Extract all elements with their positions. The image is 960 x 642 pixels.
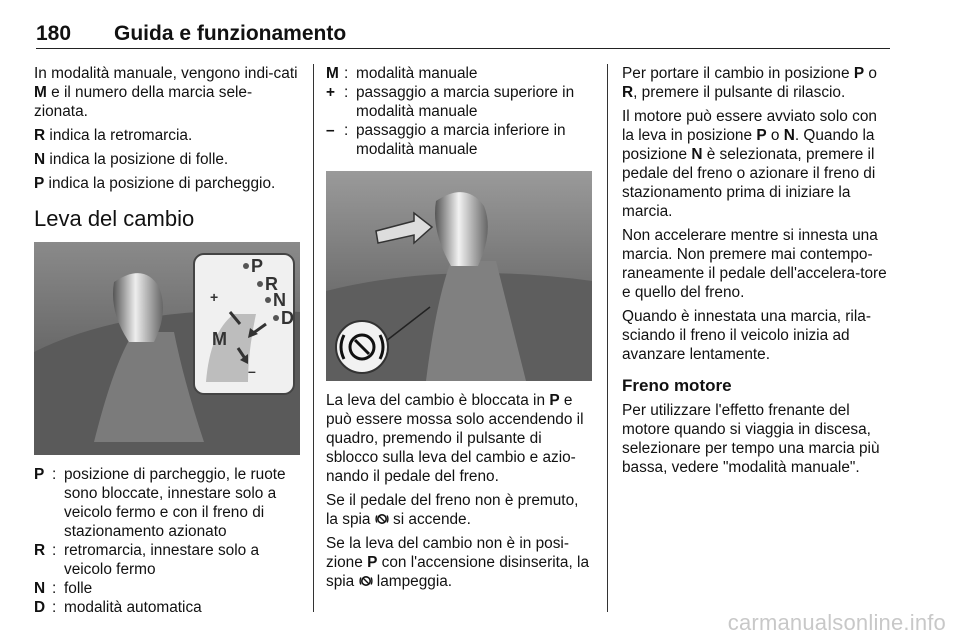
page-header bbox=[36, 10, 890, 49]
r-description: R indica la retromarcia. bbox=[34, 127, 193, 144]
manual-mode-intro: In modalità manuale, vengono indi-cati M e il numero della marcia sele-zionata. bbox=[34, 65, 298, 120]
definition-row: P : posizione di parcheggio, le ruote sono bloccate, innestare solo a veicolo fermo e con il freno di stazionamento azionato bbox=[34, 466, 286, 540]
brake-lock-illustration bbox=[326, 171, 592, 381]
figure-label-p: P bbox=[251, 256, 264, 276]
creep-paragraph: Quando è innestata una marcia, rila-sciando il freno il veicolo inizia ad avanzare lentamente. bbox=[622, 308, 871, 363]
page-title: Guida e funzionamento bbox=[114, 22, 347, 45]
definition-row: – : passaggio a marcia inferiore in modalità manuale bbox=[326, 122, 566, 158]
brake-warning-icon bbox=[375, 512, 389, 526]
section-heading: Freno motore bbox=[622, 376, 732, 395]
watermark: carmanualsonline.info bbox=[727, 610, 946, 635]
position-definitions bbox=[34, 465, 302, 617]
figure-label-d: D bbox=[281, 308, 294, 328]
p-description: P indica la posizione di parcheggio. bbox=[34, 175, 276, 192]
gear-lever-illustration bbox=[34, 242, 300, 455]
definition-row: D : modalità automatica bbox=[34, 599, 202, 616]
n-description: N indica la posizione di folle. bbox=[34, 151, 229, 168]
svg-text:–: – bbox=[248, 363, 256, 379]
blinking-light-paragraph: Se la leva del cambio non è in posi-zione P con l'accensione disinserita, la spia lampeggia. bbox=[326, 535, 590, 590]
figure-label-r: R bbox=[265, 274, 278, 294]
release-button-paragraph: Per portare il cambio in posizione P o R, premere il pulsante di rilascio. bbox=[622, 65, 877, 101]
column-divider bbox=[607, 64, 608, 612]
brake-warning-icon bbox=[359, 574, 373, 588]
figure-label-m: M bbox=[212, 329, 227, 349]
lever-locked-paragraph: La leva del cambio è bloccata in P e può essere mossa solo accendendo il quadro, premendo il pulsante di sblocco sulla leva del cambio e azio-nando il pedale del freno. bbox=[326, 392, 584, 485]
column-divider bbox=[313, 64, 314, 612]
page-number: 180 bbox=[36, 22, 72, 45]
figure-label-n: N bbox=[273, 290, 286, 310]
brake-light-paragraph: Se il pedale del freno non è premuto, la spia si accende. bbox=[326, 492, 579, 528]
definition-row: N : folle bbox=[34, 580, 93, 597]
engine-brake-paragraph: Per utilizzare l'effetto frenante del motore quando si viaggia in discesa, selezionare per tempo una marcia più bassa, vedere "modalità manuale". bbox=[622, 402, 880, 476]
column-2 bbox=[326, 64, 594, 596]
section-heading: Leva del cambio bbox=[34, 206, 195, 231]
engine-start-paragraph: Il motore può essere avviato solo con la leva in posizione P o N. Quando la posizione N è selezionata, premere il pedale del freno o azionare il freno di stazionamento prima di iniziare la marcia. bbox=[622, 108, 877, 220]
column-1 bbox=[34, 64, 302, 617]
manual-definitions bbox=[326, 64, 594, 159]
definition-row: M : modalità manuale bbox=[326, 65, 478, 82]
definition-row: + : passaggio a marcia superiore in modalità manuale bbox=[326, 84, 575, 120]
svg-text:+: + bbox=[210, 289, 219, 305]
no-accelerate-paragraph: Non accelerare mentre si innesta una marcia. Non premere mai contempo-raneamente il pedale dell'accelera-tore e quello del freno. bbox=[622, 227, 887, 301]
definition-row: R : retromarcia, innestare solo a veicolo fermo bbox=[34, 542, 260, 578]
column-3 bbox=[622, 64, 892, 482]
